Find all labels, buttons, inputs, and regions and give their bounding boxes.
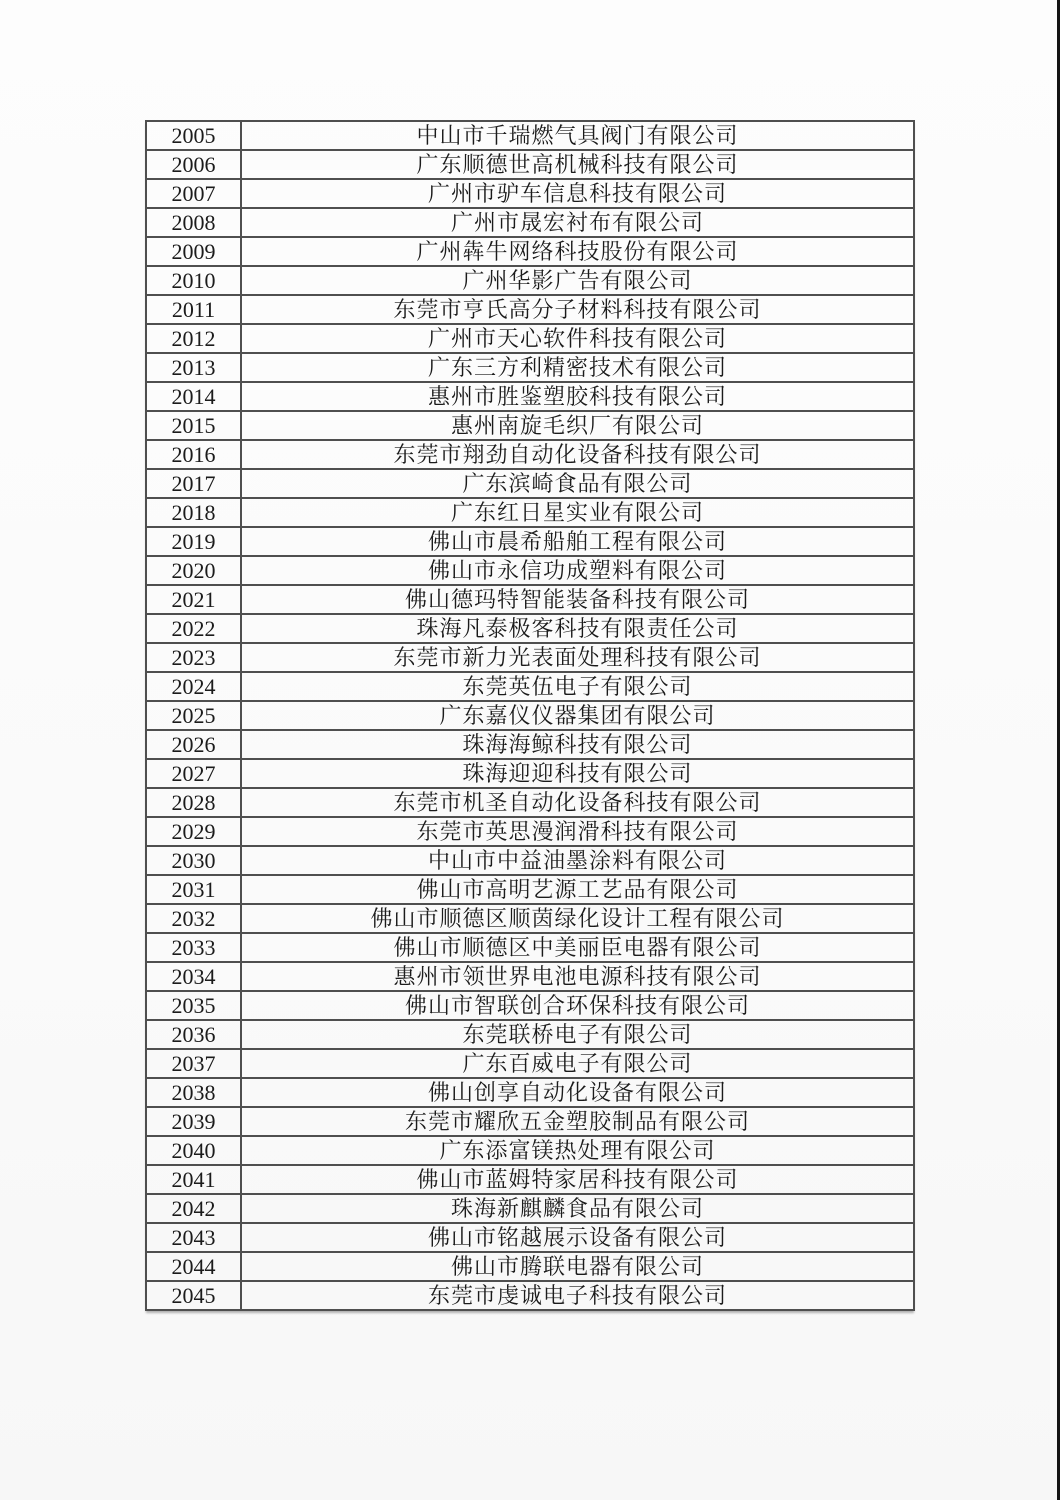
company-name-cell: 广州犇牛网络科技股份有限公司 xyxy=(241,237,914,266)
company-table xyxy=(145,120,915,1311)
row-number-cell: 2032 xyxy=(146,904,241,933)
company-name-cell: 佛山市腾联电器有限公司 xyxy=(241,1252,914,1281)
table-row xyxy=(146,788,914,817)
row-number-cell: 2026 xyxy=(146,730,241,759)
row-number-cell: 2020 xyxy=(146,556,241,585)
row-number-cell: 2008 xyxy=(146,208,241,237)
row-number-cell: 2023 xyxy=(146,643,241,672)
table-row xyxy=(146,672,914,701)
row-number-cell: 2005 xyxy=(146,121,241,150)
table-row xyxy=(146,1281,914,1310)
company-name-cell: 惠州市领世界电池电源科技有限公司 xyxy=(241,962,914,991)
row-number-cell: 2010 xyxy=(146,266,241,295)
company-name-cell: 佛山德玛特智能装备科技有限公司 xyxy=(241,585,914,614)
table-row xyxy=(146,411,914,440)
table-row xyxy=(146,1020,914,1049)
row-number-cell: 2033 xyxy=(146,933,241,962)
row-number-cell: 2006 xyxy=(146,150,241,179)
row-number-cell: 2024 xyxy=(146,672,241,701)
row-number-cell: 2025 xyxy=(146,701,241,730)
company-name-cell: 广州华影广告有限公司 xyxy=(241,266,914,295)
company-name-cell: 佛山创享自动化设备有限公司 xyxy=(241,1078,914,1107)
table-row xyxy=(146,121,914,150)
row-number-cell: 2015 xyxy=(146,411,241,440)
row-number-cell: 2031 xyxy=(146,875,241,904)
row-number-cell: 2041 xyxy=(146,1165,241,1194)
company-name-cell: 东莞市亨氏高分子材料科技有限公司 xyxy=(241,295,914,324)
table-row xyxy=(146,759,914,788)
company-name-cell: 佛山市智联创合环保科技有限公司 xyxy=(241,991,914,1020)
row-number-cell: 2035 xyxy=(146,991,241,1020)
table-row xyxy=(146,817,914,846)
row-number-cell: 2021 xyxy=(146,585,241,614)
table-row xyxy=(146,1049,914,1078)
table-row xyxy=(146,150,914,179)
table-row xyxy=(146,208,914,237)
row-number-cell: 2017 xyxy=(146,469,241,498)
row-number-cell: 2027 xyxy=(146,759,241,788)
company-name-cell: 广东添富镁热处理有限公司 xyxy=(241,1136,914,1165)
row-number-cell: 2043 xyxy=(146,1223,241,1252)
table-row xyxy=(146,1107,914,1136)
row-number-cell: 2012 xyxy=(146,324,241,353)
row-number-cell: 2030 xyxy=(146,846,241,875)
table-row xyxy=(146,730,914,759)
company-name-cell: 佛山市顺德区顺茵绿化设计工程有限公司 xyxy=(241,904,914,933)
table-row xyxy=(146,295,914,324)
row-number-cell: 2009 xyxy=(146,237,241,266)
company-name-cell: 珠海凡泰极客科技有限责任公司 xyxy=(241,614,914,643)
row-number-cell: 2019 xyxy=(146,527,241,556)
table-row xyxy=(146,1078,914,1107)
company-name-cell: 佛山市永信功成塑料有限公司 xyxy=(241,556,914,585)
company-name-cell: 东莞联桥电子有限公司 xyxy=(241,1020,914,1049)
table-row xyxy=(146,266,914,295)
company-name-cell: 东莞市虔诚电子科技有限公司 xyxy=(241,1281,914,1310)
row-number-cell: 2022 xyxy=(146,614,241,643)
company-name-cell: 中山市中益油墨涂料有限公司 xyxy=(241,846,914,875)
table-row xyxy=(146,1194,914,1223)
table-row xyxy=(146,353,914,382)
row-number-cell: 2029 xyxy=(146,817,241,846)
table-row xyxy=(146,1223,914,1252)
table-row xyxy=(146,701,914,730)
table-row xyxy=(146,614,914,643)
table-row xyxy=(146,1252,914,1281)
company-name-cell: 东莞市耀欣五金塑胶制品有限公司 xyxy=(241,1107,914,1136)
company-name-cell: 佛山市高明艺源工艺品有限公司 xyxy=(241,875,914,904)
company-name-cell: 广东红日星实业有限公司 xyxy=(241,498,914,527)
row-number-cell: 2007 xyxy=(146,179,241,208)
table-row xyxy=(146,237,914,266)
row-number-cell: 2011 xyxy=(146,295,241,324)
company-table-body xyxy=(146,121,914,1310)
company-name-cell: 广州市晟宏衬布有限公司 xyxy=(241,208,914,237)
company-name-cell: 中山市千瑞燃气具阀门有限公司 xyxy=(241,121,914,150)
company-name-cell: 惠州市胜鉴塑胶科技有限公司 xyxy=(241,382,914,411)
table-row xyxy=(146,498,914,527)
company-name-cell: 广东三方利精密技术有限公司 xyxy=(241,353,914,382)
table-row xyxy=(146,1165,914,1194)
table-row xyxy=(146,179,914,208)
row-number-cell: 2014 xyxy=(146,382,241,411)
row-number-cell: 2040 xyxy=(146,1136,241,1165)
row-number-cell: 2037 xyxy=(146,1049,241,1078)
table-row xyxy=(146,527,914,556)
table-row xyxy=(146,1136,914,1165)
table-row xyxy=(146,324,914,353)
company-name-cell: 东莞市机圣自动化设备科技有限公司 xyxy=(241,788,914,817)
row-number-cell: 2013 xyxy=(146,353,241,382)
company-name-cell: 广东滨崎食品有限公司 xyxy=(241,469,914,498)
table-row xyxy=(146,991,914,1020)
row-number-cell: 2016 xyxy=(146,440,241,469)
company-name-cell: 东莞市英思漫润滑科技有限公司 xyxy=(241,817,914,846)
row-number-cell: 2039 xyxy=(146,1107,241,1136)
table-row xyxy=(146,962,914,991)
company-name-cell: 佛山市蓝姆特家居科技有限公司 xyxy=(241,1165,914,1194)
company-name-cell: 广州市驴车信息科技有限公司 xyxy=(241,179,914,208)
company-name-cell: 广东嘉仪仪器集团有限公司 xyxy=(241,701,914,730)
table-row xyxy=(146,440,914,469)
company-name-cell: 东莞市翔劲自动化设备科技有限公司 xyxy=(241,440,914,469)
company-name-cell: 珠海迎迎科技有限公司 xyxy=(241,759,914,788)
row-number-cell: 2038 xyxy=(146,1078,241,1107)
row-number-cell: 2045 xyxy=(146,1281,241,1310)
company-name-cell: 佛山市顺德区中美丽臣电器有限公司 xyxy=(241,933,914,962)
company-table-wrap xyxy=(145,120,915,1311)
table-row xyxy=(146,846,914,875)
row-number-cell: 2036 xyxy=(146,1020,241,1049)
company-name-cell: 东莞英伍电子有限公司 xyxy=(241,672,914,701)
company-name-cell: 佛山市铭越展示设备有限公司 xyxy=(241,1223,914,1252)
company-name-cell: 珠海海鲸科技有限公司 xyxy=(241,730,914,759)
table-row xyxy=(146,933,914,962)
row-number-cell: 2044 xyxy=(146,1252,241,1281)
table-row xyxy=(146,585,914,614)
table-row xyxy=(146,643,914,672)
table-row xyxy=(146,904,914,933)
row-number-cell: 2042 xyxy=(146,1194,241,1223)
company-name-cell: 广州市天心软件科技有限公司 xyxy=(241,324,914,353)
table-row xyxy=(146,556,914,585)
company-name-cell: 东莞市新力光表面处理科技有限公司 xyxy=(241,643,914,672)
company-name-cell: 广东百威电子有限公司 xyxy=(241,1049,914,1078)
table-row xyxy=(146,382,914,411)
row-number-cell: 2018 xyxy=(146,498,241,527)
table-row xyxy=(146,875,914,904)
row-number-cell: 2028 xyxy=(146,788,241,817)
company-name-cell: 佛山市晨希船舶工程有限公司 xyxy=(241,527,914,556)
company-name-cell: 广东顺德世高机械科技有限公司 xyxy=(241,150,914,179)
company-name-cell: 珠海新麒麟食品有限公司 xyxy=(241,1194,914,1223)
row-number-cell: 2034 xyxy=(146,962,241,991)
company-name-cell: 惠州南旋毛织厂有限公司 xyxy=(241,411,914,440)
table-row xyxy=(146,469,914,498)
